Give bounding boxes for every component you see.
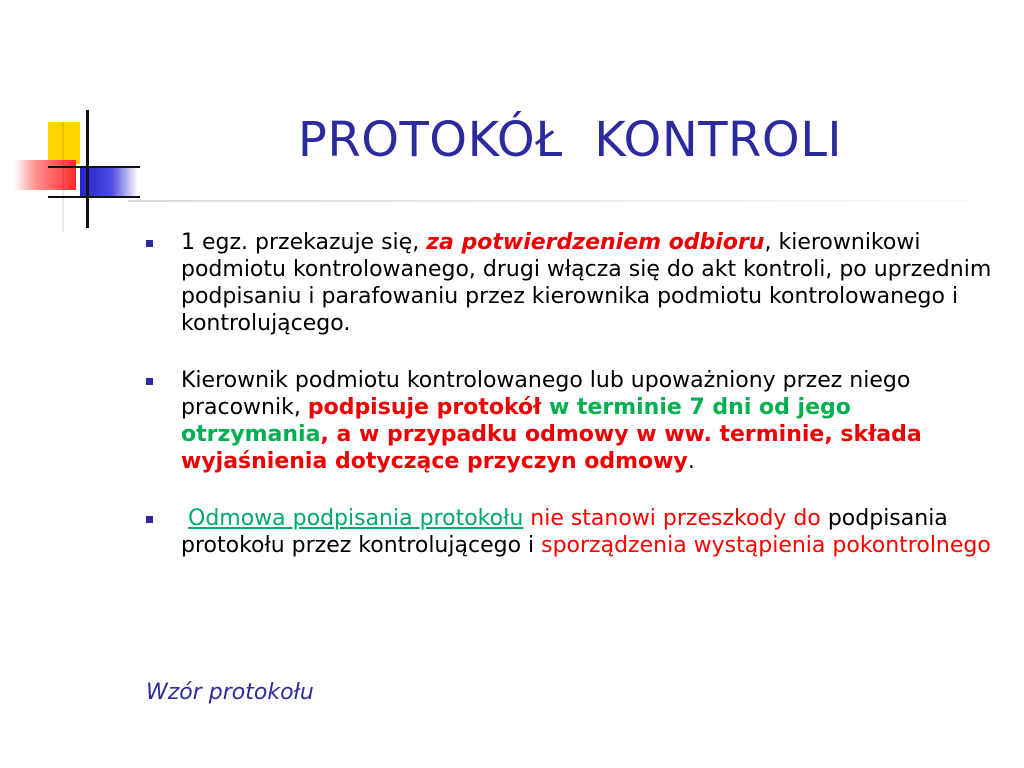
bullet-square-icon <box>146 516 153 523</box>
decorative-logo <box>0 100 140 230</box>
bullet-item <box>146 367 1006 475</box>
shadow-line-decoration <box>62 122 64 232</box>
bullet3-text-red: nie stanowi przeszkody do <box>523 506 821 531</box>
bullet1-text-2: , kierownikowi podmiotu kontrolowanego, drugi włącza się do akt kontroli, po uprzednim podpisaniu i parafowaniu przez kierownika podmiotu kontrolowanego i kontrolującego. <box>181 230 992 336</box>
slide-title: PROTOKÓŁ KONTROLI <box>297 112 843 168</box>
bullet2-emphasis-red-2: , a w przypadku odmowy w ww. terminie, składa wyjaśnienia dotyczące przyczyn odmowy <box>181 422 922 474</box>
bullet3-text: podpisania protokołu przez kontrolującego i <box>181 506 948 558</box>
title-divider <box>128 200 968 202</box>
bullet-square-icon <box>146 240 153 247</box>
bullet-list <box>146 229 1006 559</box>
yellow-square-decoration <box>48 122 80 164</box>
horizontal-line-decoration <box>48 166 140 168</box>
bullet-square-icon <box>146 378 153 385</box>
bullet1-text-1: 1 egz. przekazuje się, <box>181 230 427 255</box>
protocol-template-link[interactable]: Wzór protokołu <box>146 680 314 705</box>
red-square-decoration <box>14 160 76 190</box>
bullet1-emphasis: za potwierdzeniem odbioru <box>426 230 765 255</box>
refusal-link[interactable]: Odmowa podpisania protokołu <box>188 506 524 531</box>
bullet2-text-end: . <box>687 449 695 474</box>
bullet2-text-1: Kierownik podmiotu kontrolowanego lub upoważniony przez niego pracownik, <box>181 368 911 420</box>
bullet2-emphasis-green: w terminie 7 dni od jego otrzymania <box>181 395 851 447</box>
vertical-line-decoration <box>86 110 89 228</box>
horizontal-line-decoration <box>48 196 140 198</box>
bullet3-text-red-2: sporządzenia wystąpienia pokontrolnego <box>541 533 991 558</box>
bullet2-emphasis-red: podpisuje protokół <box>307 395 542 420</box>
bullet-item <box>146 229 1006 337</box>
bullet-item <box>146 505 1006 559</box>
